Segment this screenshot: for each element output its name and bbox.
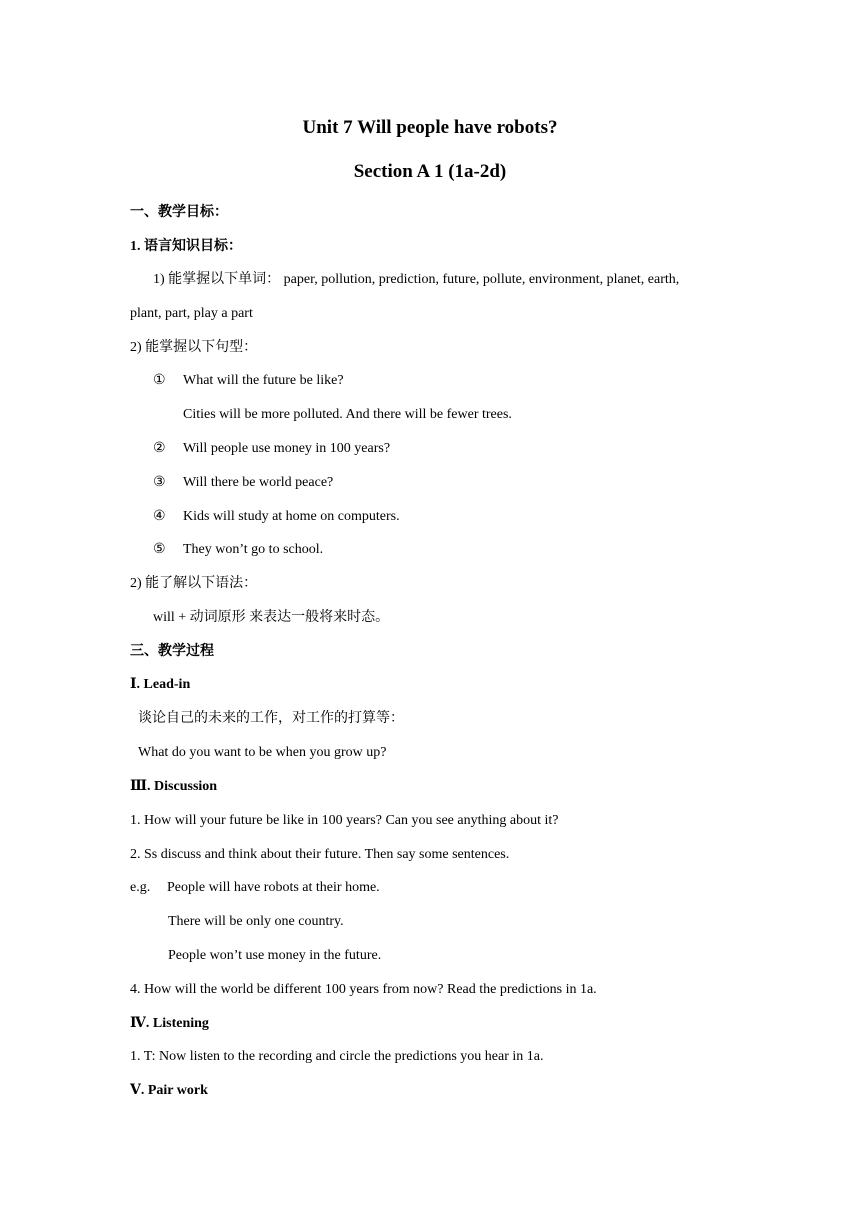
sentence-text: What will the future be like?: [183, 373, 344, 388]
item-number: ①: [153, 373, 166, 388]
sentence-text: Kids will study at home on computers.: [183, 509, 400, 524]
example-sentence: There will be only one country.: [168, 914, 344, 929]
example-sentence: People won’t use money in the future.: [168, 948, 382, 963]
discussion-heading: Ⅲ. Discussion: [130, 779, 218, 794]
sentence-text: Will there be world peace?: [183, 475, 334, 490]
discussion-item-4: 4. How will the world be different 100 years from now? Read the predictions in 1a.: [130, 982, 597, 997]
item-number: ②: [153, 441, 166, 456]
grammar-heading: 2) 能了解以下语法：: [130, 576, 258, 591]
sentences-heading: 2) 能掌握以下句型：: [130, 340, 258, 355]
vocab-line-1: 1) 能掌握以下单词： paper, pollution, prediction, future, pollute, environment, planet, earth,: [153, 272, 680, 287]
sentence-text: They won’t go to school.: [183, 542, 324, 557]
sentence-text: Will people use money in 100 years?: [183, 441, 391, 456]
example-sentence: People will have robots at their home.: [167, 880, 380, 895]
item-number: ④: [153, 509, 166, 524]
vocab-line-2: plant, part, play a part: [130, 306, 253, 321]
listening-heading: Ⅳ. Listening: [130, 1016, 209, 1031]
section-subtitle: Section A 1 (1a-2d): [353, 161, 507, 182]
objectives-heading: 一、教学目标：: [130, 205, 228, 220]
process-heading: 三、教学过程: [130, 644, 214, 659]
sentence-item: [153, 508, 400, 526]
language-goals-heading: 1. 语言知识目标：: [130, 239, 242, 254]
item-number: ⑤: [153, 542, 166, 557]
leadin-question: What do you want to be when you grow up?: [138, 745, 387, 760]
sentence-item: [153, 474, 333, 492]
discussion-item-1: 1. How will your future be like in 100 years? Can you see anything about it?: [130, 813, 559, 828]
discussion-item-2: 2. Ss discuss and think about their future. Then say some sentences.: [130, 847, 510, 862]
leadin-heading: Ⅰ. Lead-in: [130, 677, 191, 692]
sentence-item: [183, 406, 512, 424]
sentence-item: [153, 541, 323, 559]
item-number: ③: [153, 475, 166, 490]
example-label: e.g.: [130, 880, 151, 895]
document-title: Unit 7 Will people have robots?: [302, 117, 558, 138]
sentence-item: [153, 372, 344, 390]
pairwork-heading: Ⅴ. Pair work: [130, 1083, 208, 1098]
sentence-item: [153, 440, 390, 458]
listening-item-1: 1. T: Now listen to the recording and circle the predictions you hear in 1a.: [130, 1049, 544, 1064]
leadin-chinese: 谈论自己的未来的工作，对工作的打算等：: [138, 711, 404, 726]
grammar-text: will + 动词原形 来表达一般将来时态。: [153, 610, 390, 625]
sentence-text: Cities will be more polluted. And there will be fewer trees.: [183, 407, 512, 422]
